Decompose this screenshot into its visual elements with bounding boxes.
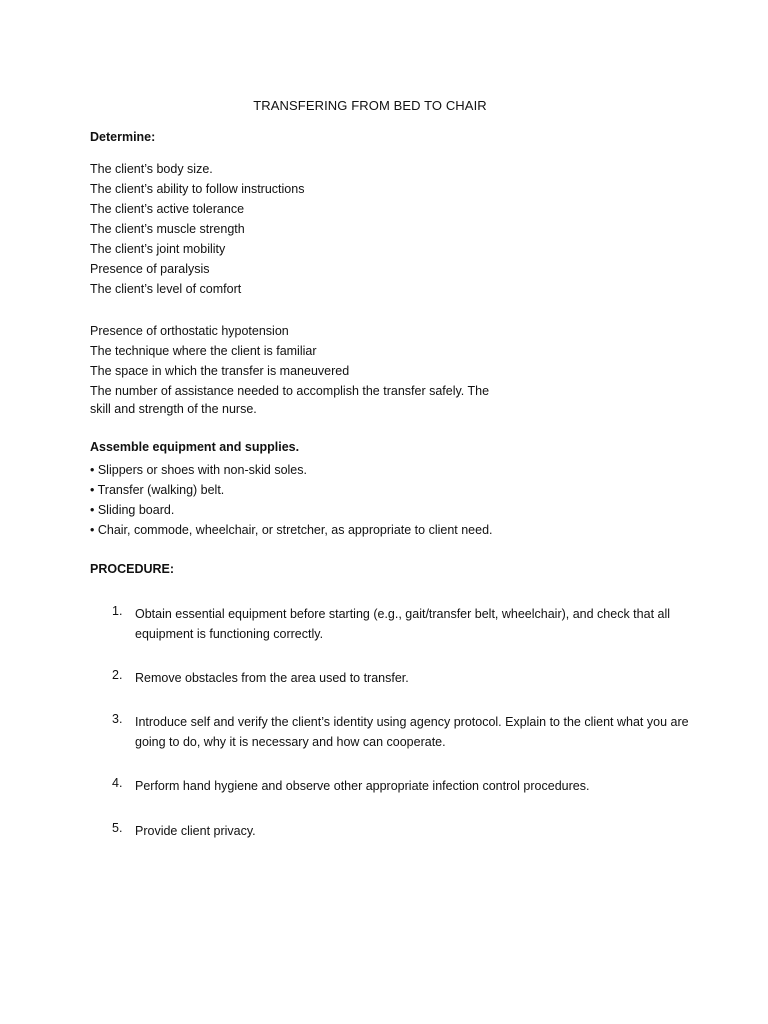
determine-list-1 — [90, 159, 304, 299]
list-item: The client’s ability to follow instructions — [90, 182, 305, 196]
step-text: Perform hand hygiene and observe other appropriate infection control procedures. — [135, 779, 590, 793]
document-title: TRANSFERING FROM BED TO CHAIR — [253, 98, 487, 113]
procedure-step — [112, 712, 692, 752]
list-item: Presence of paralysis — [90, 262, 210, 276]
list-item: The client’s active tolerance — [90, 202, 245, 216]
procedure-heading: PROCEDURE: — [90, 562, 175, 576]
step-text: Obtain essential equipment before starting (e.g., gait/transfer belt, wheelchair), and check that all equipment is functioning correctly. — [135, 607, 671, 641]
list-item: The technique where the client is familiar — [90, 344, 317, 358]
step-number: 2. — [112, 668, 123, 682]
step-number: 4. — [112, 776, 123, 790]
list-item: The client’s muscle strength — [90, 222, 245, 236]
determine-heading: Determine: — [90, 130, 156, 144]
procedure-step — [112, 604, 692, 644]
list-item: Presence of orthostatic hypotension — [90, 324, 289, 338]
procedure-step — [112, 776, 692, 796]
step-text: Provide client privacy. — [135, 824, 256, 838]
step-number: 5. — [112, 821, 123, 835]
procedure-step — [112, 821, 692, 841]
list-item: The number of assistance needed to accomplish the transfer safely. The — [90, 384, 490, 398]
list-item: The space in which the transfer is maneuvered — [90, 364, 350, 378]
list-item: The client’s joint mobility — [90, 242, 226, 256]
list-item: skill and strength of the nurse. — [90, 402, 257, 416]
step-text: Remove obstacles from the area used to transfer. — [135, 671, 409, 685]
list-item: • Slippers or shoes with non-skid soles. — [90, 463, 307, 477]
list-item: • Sliding board. — [90, 503, 175, 517]
determine-list-2 — [90, 321, 489, 418]
step-number: 3. — [112, 712, 123, 726]
list-item: • Transfer (walking) belt. — [90, 483, 225, 497]
list-item: • Chair, commode, wheelchair, or stretcher, as appropriate to client need. — [90, 523, 493, 537]
step-number: 1. — [112, 604, 123, 618]
list-item: The client’s level of comfort — [90, 282, 242, 296]
equipment-heading: Assemble equipment and supplies. — [90, 440, 300, 454]
list-item: The client’s body size. — [90, 162, 213, 176]
step-text: Introduce self and verify the client’s identity using agency protocol. Explain to the client what you are going to do, why it is necessary and how can cooperate. — [135, 715, 689, 749]
equipment-list — [90, 460, 493, 540]
procedure-step — [112, 668, 692, 688]
